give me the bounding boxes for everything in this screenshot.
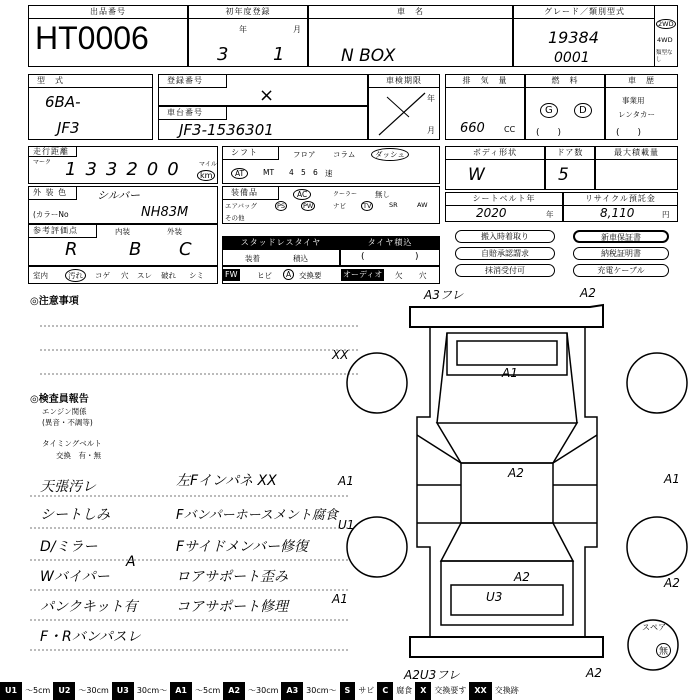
legend-val-5: ～30cm	[248, 686, 279, 695]
audio-hole: 穴	[419, 271, 427, 280]
recycle-unit: 円	[662, 210, 670, 219]
recycle-box	[563, 192, 678, 222]
shift-gear-4: 4	[289, 168, 294, 177]
notes-lines	[30, 300, 370, 386]
reference-interior: B	[129, 239, 142, 260]
seatbelt-label: シートベルト年	[446, 193, 562, 206]
shift-gear-6: 6	[313, 168, 318, 177]
doc-left-1: 搬入時着取り	[455, 230, 555, 243]
report-right-1: 左Fインパネ XX	[176, 473, 277, 489]
equip-airbag: エアバッグ	[225, 202, 257, 210]
fw-replace: 交換要	[299, 271, 322, 280]
color-code-label: (カラーNo	[33, 210, 69, 219]
first-reg-year: 3	[217, 44, 229, 65]
diag-a3-front: A3フレ	[424, 288, 464, 302]
diag-a1-left: A1	[338, 474, 354, 488]
history-label: 車 歴	[606, 75, 677, 88]
seatbelt-value: 2020	[476, 206, 507, 220]
fw-label: FW	[225, 270, 238, 279]
damage-legend	[0, 682, 700, 700]
reference-outer: C	[179, 239, 192, 260]
interior-burn: コゲ	[95, 271, 110, 280]
lot-number-box	[28, 5, 188, 67]
equipment-box	[222, 186, 440, 224]
engine-unit: CC	[504, 125, 516, 134]
equip-cooler: クーラー	[333, 191, 358, 198]
tire-load-open: (	[361, 252, 365, 262]
studless-box	[222, 236, 340, 266]
legend-val-3: 30cm～	[136, 686, 168, 695]
doc-right-3: 充電ケーブル	[573, 264, 669, 277]
history-box	[605, 74, 678, 140]
legend-key-7: S	[340, 682, 356, 700]
diag-a1-hood: A1	[502, 366, 518, 380]
legend-key-1: U1	[0, 682, 22, 700]
shift-column: コラム	[333, 150, 356, 159]
reg-number-value: ×	[259, 85, 275, 106]
equip-sr: SR	[389, 201, 398, 209]
inspection-label: 車検期限	[369, 75, 439, 88]
diag-a2-rear: A2	[586, 666, 602, 680]
mileage-value: 133200	[65, 159, 188, 180]
studless-load: 積込	[293, 254, 308, 263]
grade-label: グレード／類別型式	[514, 6, 655, 19]
doors-box	[545, 146, 595, 190]
mileage-mark: マーク	[33, 159, 52, 166]
shift-floor: フロア	[293, 150, 316, 159]
legend-val-10: 交換跡	[494, 686, 519, 695]
legend-val-4: ～5cm	[194, 686, 221, 695]
diag-a2u3-rear: A2U3フレ	[404, 668, 460, 682]
interior-tear: 破れ	[161, 271, 176, 280]
fuel-box	[525, 74, 605, 140]
notes-heading: ◎注意事項	[30, 296, 79, 307]
recycle-value: 8,110	[600, 206, 635, 220]
reg-number-label: 登録番号	[159, 75, 227, 88]
inspection-box	[368, 74, 440, 140]
report-a-mark: A	[126, 554, 136, 570]
legend-key-8: C	[377, 682, 393, 700]
engine-value: 660	[460, 121, 485, 136]
model-label: 型 式	[29, 75, 152, 88]
legend-key-4: A1	[170, 682, 192, 700]
timing-belt: タイミングベルト	[42, 439, 102, 448]
legend-key-6: A3	[281, 682, 303, 700]
chassis-label: 車台番号	[159, 107, 227, 120]
type-none: 類型なし	[656, 50, 673, 63]
fuel-d: D	[574, 103, 592, 118]
interior-row	[28, 266, 218, 284]
drive-4wd: 4WD	[657, 36, 673, 44]
report-right-2: Fバンパーホースメント腐食	[176, 508, 338, 523]
model-value-1: 6BA-	[45, 93, 81, 111]
recycle-label: リサイクル預託金	[564, 193, 677, 206]
mileage-box	[28, 146, 218, 184]
spare-label: スペア	[642, 623, 666, 632]
report-underlines	[30, 470, 360, 660]
car-damage-diagram	[335, 285, 700, 680]
history-paren: ( )	[616, 128, 642, 138]
report-left-4: Wバイパー	[40, 569, 110, 585]
engine-label: 排 気 量	[446, 75, 524, 88]
chassis-box	[158, 106, 368, 140]
diag-a2-right-1: A2	[514, 570, 530, 584]
spare-none: 無	[656, 643, 671, 658]
report-right-3: Fサイドメンバー修復	[176, 539, 308, 555]
timing-exchange: 交換 有・無	[56, 451, 101, 460]
first-reg-year-unit: 年	[239, 25, 247, 34]
doc-left-3: 抹消受付可	[455, 264, 555, 277]
grade-value-1: 19384	[548, 28, 599, 47]
legend-val-7: サビ	[358, 686, 375, 695]
color-label: 外 装 色	[29, 187, 77, 200]
body-label: ボディ形状	[446, 147, 544, 160]
interior-scuff: スレ	[137, 271, 152, 280]
shift-gear-5: 5	[301, 168, 306, 177]
audio-missing: 欠	[395, 271, 403, 280]
report-left-5: パンクキット有	[40, 599, 138, 615]
shift-at: AT	[231, 168, 248, 179]
doc-right-1: 新車保証書	[573, 230, 669, 243]
car-name-box	[308, 5, 513, 67]
engine-relation-sub: (異音・不調等)	[42, 418, 93, 427]
report-left-2: シートしみ	[40, 507, 110, 523]
engine-relation: エンジン関係	[42, 407, 87, 416]
fuel-paren: ( )	[536, 128, 562, 138]
first-reg-month-unit: 月	[293, 25, 301, 34]
shift-dash: ダッシュ	[371, 148, 409, 161]
equip-ps: PS	[277, 202, 286, 210]
equip-other: その他	[225, 214, 245, 222]
diag-a2-front: A2	[580, 286, 596, 300]
reference-outer-label: 外装	[167, 227, 182, 236]
tire-load-box	[340, 236, 440, 266]
report-left-1: 天張汚レ	[40, 479, 96, 495]
car-name-label: 車 名	[309, 6, 512, 19]
diag-a1-right: A1	[664, 472, 680, 486]
first-registration-box	[188, 5, 308, 67]
report-heading: ◎検査員報告	[30, 394, 89, 405]
legend-key-5: A2	[223, 682, 245, 700]
legend-key-10: XX	[469, 682, 491, 700]
equip-pw: PW	[303, 202, 314, 210]
doc-right-2: 納税証明書	[573, 247, 669, 260]
seatbelt-unit: 年	[546, 210, 554, 219]
legend-key-3: U3	[112, 682, 134, 700]
color-code: NH83M	[141, 205, 189, 220]
grade-box	[513, 5, 678, 67]
model-value-2: JF3	[57, 119, 80, 137]
doc-left-2: 自賠承認謂求	[455, 247, 555, 260]
diag-a2-right-2: A2	[664, 576, 680, 590]
color-box	[28, 186, 218, 224]
history-business: 事業用	[622, 96, 645, 105]
studless-fit: 装着	[245, 254, 260, 263]
reference-box	[28, 224, 218, 266]
legend-val-2: ～30cm	[78, 686, 109, 695]
shift-mt: MT	[263, 168, 275, 177]
report-right-4: ロアサポート歪み	[176, 569, 288, 585]
drive-2wd: 2WD	[658, 20, 674, 28]
chassis-value: JF3-1536301	[179, 121, 274, 139]
report-left-3: D/ミラー	[40, 539, 98, 555]
legend-key-9: X	[415, 682, 431, 700]
interior-hole: 穴	[121, 271, 129, 280]
fw-row	[222, 266, 440, 284]
car-name: N BOX	[341, 46, 396, 66]
fuel-label: 燃 料	[526, 75, 604, 88]
audio-label: オーディオ	[343, 270, 383, 279]
reg-number-box	[158, 74, 368, 106]
fw-crack: ヒビ	[257, 271, 272, 280]
diag-a2-roof: A2	[508, 466, 524, 480]
first-registration-label: 初年度登録	[189, 6, 307, 19]
interior-stain: シミ	[189, 271, 204, 280]
fuel-g: G	[540, 103, 558, 118]
equip-navi: ナビ	[333, 202, 346, 210]
inspection-strike	[369, 87, 439, 139]
equipment-label: 装備品	[223, 187, 279, 200]
legend-val-6: 30cm～	[306, 686, 337, 695]
inspection-year-unit: 年	[427, 94, 435, 103]
tire-load-close: )	[415, 252, 419, 262]
diag-a1-rear: A1	[332, 592, 348, 606]
mileage-km: km	[197, 170, 215, 181]
tire-load-label: タイヤ積込	[341, 237, 439, 250]
mileage-mile: マイル	[199, 161, 217, 168]
shift-tail: 速	[325, 169, 333, 178]
reference-exterior: R	[65, 239, 78, 260]
interior-label: 室内	[33, 271, 48, 280]
mileage-label: 走行距離	[29, 147, 77, 157]
equip-tv: TV	[363, 202, 372, 210]
shift-label: シフト	[223, 147, 279, 160]
first-reg-month: 1	[273, 44, 285, 65]
diag-xx: XX	[332, 348, 349, 362]
shift-box	[222, 146, 440, 184]
grade-value-2: 0001	[554, 50, 590, 66]
equip-ac: AC	[293, 189, 311, 200]
color-value: シルバー	[97, 189, 140, 202]
capacity-box	[595, 146, 678, 190]
legend-val-1: ～5cm	[25, 686, 51, 695]
reference-label: 参考評価点	[29, 225, 97, 238]
interior-dirt: 汚れ	[65, 269, 86, 282]
equip-aw: AW	[417, 201, 428, 209]
history-rental: レンタカー	[618, 110, 656, 119]
report-left-6: F・Rバンパスレ	[40, 629, 141, 645]
body-box	[445, 146, 545, 190]
lot-number-label: 出品番号	[29, 6, 187, 19]
legend-val-8: 腐食	[396, 686, 413, 695]
inspection-month-unit: 月	[427, 126, 435, 135]
doors-label: ドア数	[546, 147, 594, 160]
engine-box	[445, 74, 525, 140]
lot-number: HT0006	[35, 20, 149, 56]
report-right-5: コアサポート修理	[176, 599, 288, 615]
fw-a: A	[283, 269, 294, 280]
studless-label: スタッドレスタイヤ	[223, 237, 339, 250]
diag-u3: U3	[486, 590, 503, 604]
docs-box	[445, 226, 678, 284]
legend-key-2: U2	[53, 682, 75, 700]
reference-interior-label: 内装	[115, 227, 130, 236]
doors-value: 5	[558, 165, 569, 185]
diag-u1-left: U1	[338, 518, 355, 532]
model-box	[28, 74, 153, 140]
capacity-label: 最大積載量	[596, 147, 677, 160]
seatbelt-box	[445, 192, 563, 222]
body-value: W	[468, 165, 485, 185]
legend-val-9: 交換要す	[434, 686, 467, 695]
equip-none: 無し	[375, 190, 390, 199]
